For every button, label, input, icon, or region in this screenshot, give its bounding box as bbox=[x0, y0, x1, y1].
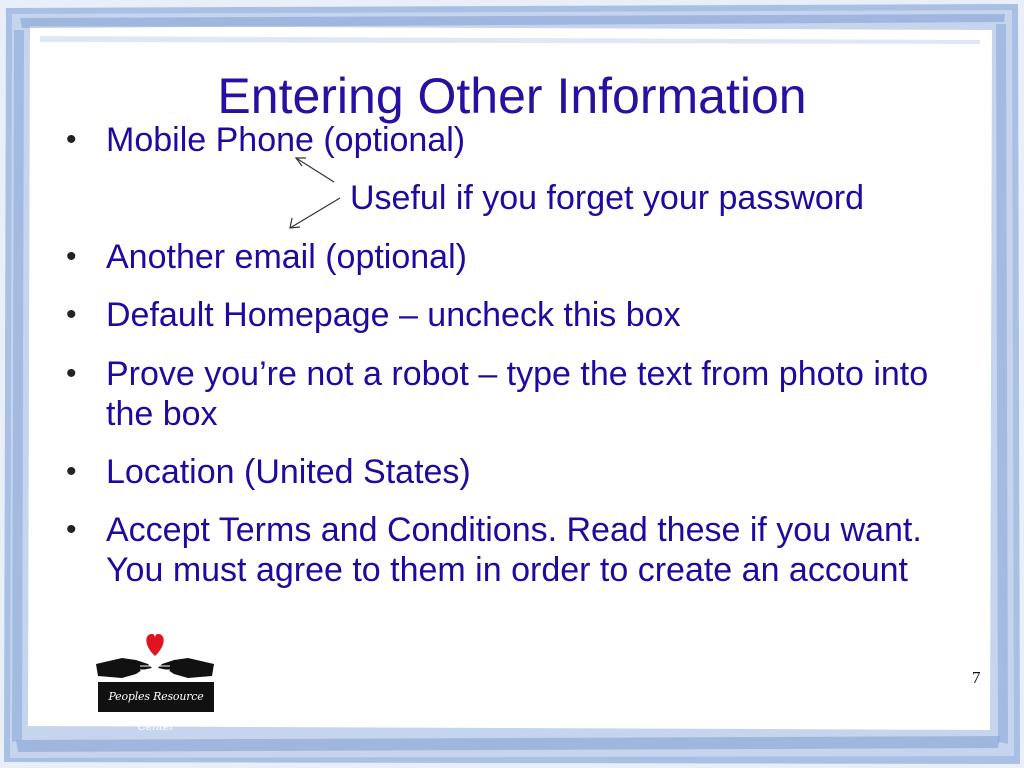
bullet-marker: • bbox=[66, 123, 77, 156]
bullet-robot-check bbox=[66, 354, 936, 434]
bullet-marker: • bbox=[66, 357, 77, 390]
bullet-text: Prove you’re not a robot – type the text from photo into the box bbox=[106, 355, 929, 433]
bullet-text: Accept Terms and Conditions. Read these if you want. You must agree to them in order to create an account bbox=[106, 511, 922, 589]
bullet-text: Mobile Phone (optional) bbox=[106, 121, 466, 159]
page-number: 7 bbox=[972, 668, 981, 687]
bullet-text: Location (United States) bbox=[106, 453, 471, 491]
bullet-another-email bbox=[66, 237, 936, 277]
peoples-resource-center-logo bbox=[92, 630, 218, 733]
hands-icon bbox=[92, 630, 218, 684]
bullet-text: Another email (optional) bbox=[106, 238, 467, 276]
arrow-down-left-icon bbox=[290, 198, 340, 228]
heart-icon bbox=[146, 634, 163, 656]
bullet-terms bbox=[66, 510, 936, 590]
annotation-note: Useful if you forget your password bbox=[350, 179, 865, 217]
bullet-marker: • bbox=[66, 298, 77, 331]
logo-text: Peoples Resource Center bbox=[98, 682, 214, 712]
arrow-up-left-icon bbox=[296, 158, 334, 182]
bullet-marker: • bbox=[66, 240, 77, 273]
bullet-marker: • bbox=[66, 513, 77, 546]
bullet-default-homepage bbox=[66, 295, 936, 335]
bullet-marker: • bbox=[66, 455, 77, 488]
bullet-text: Default Homepage – uncheck this box bbox=[106, 296, 681, 334]
bullet-location bbox=[66, 452, 936, 492]
slide-title: Entering Other Information bbox=[217, 68, 807, 124]
annotation-arrows bbox=[280, 150, 360, 240]
bullet-mobile-phone bbox=[66, 120, 936, 160]
